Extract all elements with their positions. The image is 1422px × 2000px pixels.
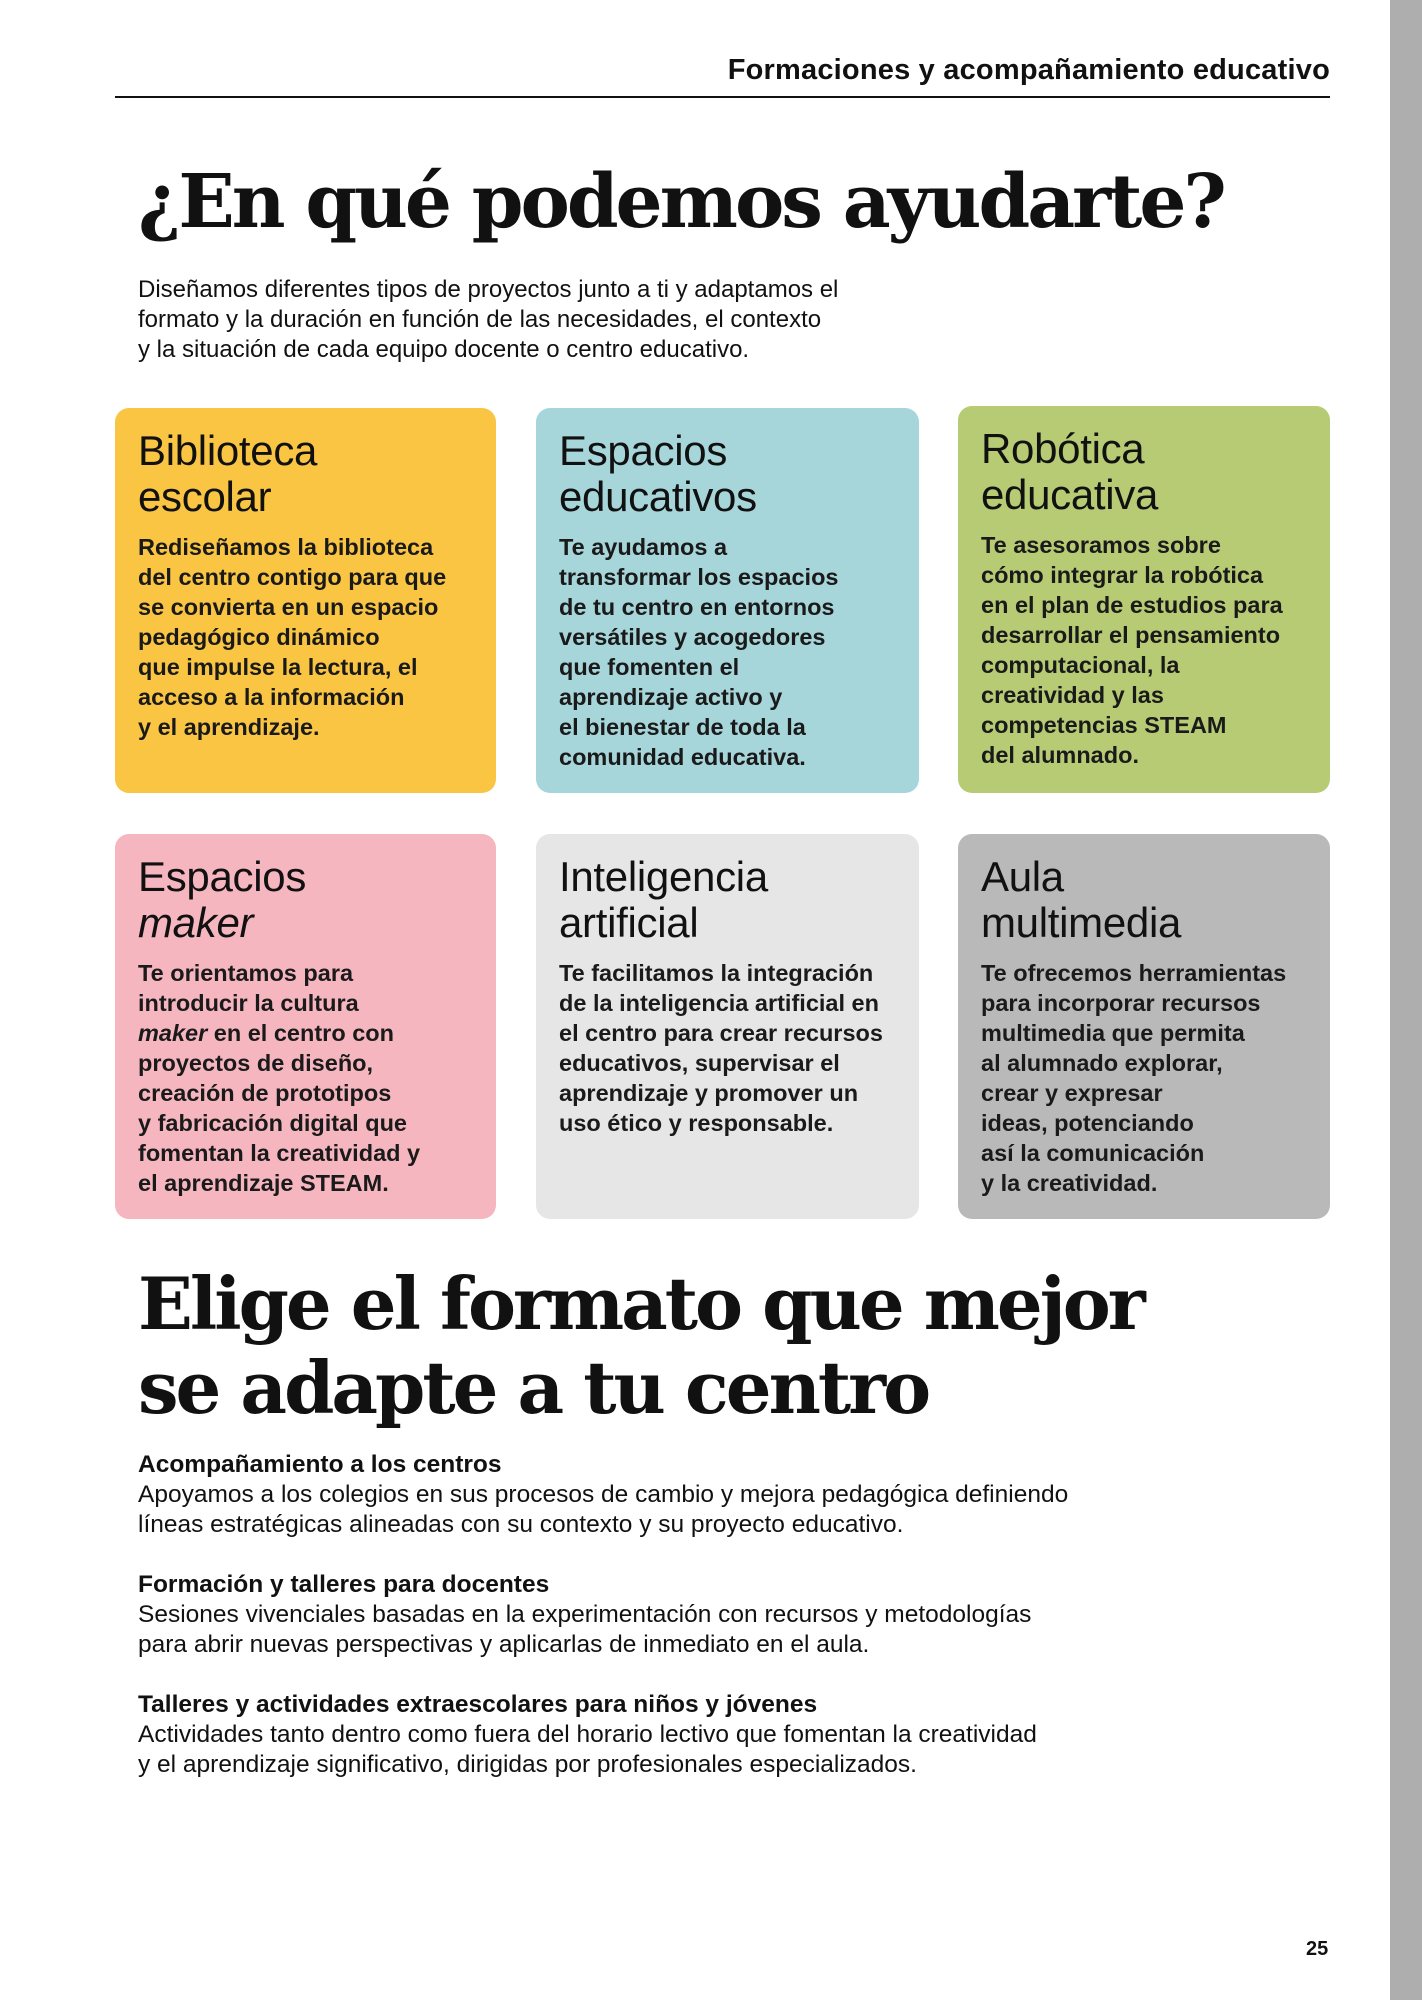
card-espacios-maker xyxy=(115,834,496,1219)
card-title-line: escolar xyxy=(138,473,272,520)
format-acompanamiento xyxy=(138,1450,1138,1540)
section-heading-line: Elige el formato que mejor xyxy=(138,1261,1143,1346)
intro-line: formato y la duración en función de las necesidades, el contexto xyxy=(138,306,822,333)
format-description-line: Actividades tanto dentro como fuera del horario lectivo que fomentan la creatividad xyxy=(138,1721,1037,1748)
card-body-line: crear y expresar xyxy=(981,1080,1163,1106)
card-title-line: educativos xyxy=(559,473,757,520)
card-body-line: Te orientamos para xyxy=(138,960,354,986)
card-body-line: ideas, potenciando xyxy=(981,1110,1194,1136)
card-body-line: que impulse la lectura, el xyxy=(138,654,418,680)
card-body-line: Rediseñamos la biblioteca xyxy=(138,534,434,560)
card-body xyxy=(981,958,1308,1198)
card-aula-multimedia xyxy=(958,834,1330,1219)
card-body-line: Te ofrecemos herramientas xyxy=(981,960,1287,986)
card-body-line: se convierta en un espacio xyxy=(138,594,439,620)
card-title-line: Aula xyxy=(981,853,1064,900)
card-body-line: aprendizaje activo y xyxy=(559,684,783,710)
format-title: Talleres y actividades extraescolares para niños y jóvenes xyxy=(138,1691,818,1718)
intro-line: y la situación de cada equipo docente o centro educativo. xyxy=(138,336,750,363)
format-description-line: Sesiones vivenciales basadas en la experimentación con recursos y metodologías xyxy=(138,1601,1032,1628)
card-body-line: así la comunicación xyxy=(981,1140,1205,1166)
intro-line: Diseñamos diferentes tipos de proyectos junto a ti y adaptamos el xyxy=(138,276,839,303)
format-description-line: Apoyamos a los colegios en sus procesos de cambio y mejora pedagógica definiendo xyxy=(138,1481,1069,1508)
card-title-line: Espacios xyxy=(138,853,307,900)
card-body-line: el bienestar de toda la xyxy=(559,714,806,740)
card-inteligencia-artificial xyxy=(536,834,919,1219)
card-title-line: Biblioteca xyxy=(138,427,318,474)
format-description-line: y el aprendizaje significativo, dirigidas por profesionales especializados. xyxy=(138,1751,917,1778)
card-body-line: que fomenten el xyxy=(559,654,740,680)
card-body-line: al alumnado explorar, xyxy=(981,1050,1223,1076)
format-title: Formación y talleres para docentes xyxy=(138,1571,550,1598)
card-title xyxy=(981,854,1308,946)
card-body-line: y la creatividad. xyxy=(981,1170,1158,1196)
format-description-line: líneas estratégicas alineadas con su contexto y su proyecto educativo. xyxy=(138,1511,904,1538)
card-body-italic: maker xyxy=(138,1020,208,1046)
card-title-line: multimedia xyxy=(981,899,1182,946)
card-title xyxy=(138,854,474,946)
card-title xyxy=(138,428,474,520)
card-title-line: artificial xyxy=(559,899,699,946)
card-body-line: computacional, la xyxy=(981,652,1180,678)
card-body-line: de tu centro en entornos xyxy=(559,594,835,620)
card-body xyxy=(138,532,474,742)
card-body-line: versátiles y acogedores xyxy=(559,624,826,650)
card-body-text: en el centro con xyxy=(207,1020,394,1046)
card-body-line: aprendizaje y promover un xyxy=(559,1080,859,1106)
card-body-line: del centro contigo para que xyxy=(138,564,447,590)
card-body-line: desarrollar el pensamiento xyxy=(981,622,1281,648)
card-body-line: proyectos de diseño, xyxy=(138,1050,374,1076)
card-body-line: de la inteligencia artificial en xyxy=(559,990,879,1016)
card-body-line: del alumnado. xyxy=(981,742,1139,768)
card-title xyxy=(981,426,1308,518)
intro-paragraph xyxy=(138,275,938,365)
card-body-line: en el plan de estudios para xyxy=(981,592,1283,618)
card-body-line: y el aprendizaje. xyxy=(138,714,320,740)
card-body-line xyxy=(138,1018,474,1048)
section-heading xyxy=(138,1262,1143,1430)
card-body-line: Te facilitamos la integración xyxy=(559,960,874,986)
card-body-line: para incorporar recursos xyxy=(981,990,1261,1016)
format-description xyxy=(138,1600,1138,1660)
card-title-line: Robótica xyxy=(981,425,1145,472)
card-body-line: el centro para crear recursos xyxy=(559,1020,883,1046)
card-title-line: educativa xyxy=(981,471,1159,518)
card-body-line: multimedia que permita xyxy=(981,1020,1245,1046)
card-title-line: maker xyxy=(138,899,254,946)
format-title: Acompañamiento a los centros xyxy=(138,1451,502,1478)
format-description-line: para abrir nuevas perspectivas y aplicarlas de inmediato en el aula. xyxy=(138,1631,870,1658)
format-talleres-extraescolares xyxy=(138,1690,1138,1780)
format-description xyxy=(138,1720,1138,1780)
card-body-line: pedagógico dinámico xyxy=(138,624,380,650)
section-heading-line: se adapte a tu centro xyxy=(138,1345,929,1430)
card-body xyxy=(559,532,897,772)
card-body-line: y fabricación digital que xyxy=(138,1110,407,1136)
side-strip xyxy=(1390,0,1422,2000)
card-title-line: Inteligencia xyxy=(559,853,768,900)
page-header xyxy=(115,52,1330,98)
card-body xyxy=(981,530,1308,770)
card-body xyxy=(559,958,897,1138)
card-body-line: fomentan la creatividad y xyxy=(138,1140,421,1166)
card-title xyxy=(559,854,897,946)
page-number: 25 xyxy=(1306,1938,1329,1960)
card-body-line: creatividad y las xyxy=(981,682,1164,708)
card-robotica-educativa xyxy=(958,406,1330,793)
card-title xyxy=(559,428,897,520)
format-formacion-docentes xyxy=(138,1570,1138,1660)
card-body xyxy=(138,958,474,1198)
main-heading: ¿En qué podemos ayudarte? xyxy=(138,159,1224,245)
card-body-line: uso ético y responsable. xyxy=(559,1110,834,1136)
card-body-line: Te ayudamos a xyxy=(559,534,728,560)
format-description xyxy=(138,1480,1138,1540)
card-title-line: Espacios xyxy=(559,427,728,474)
card-body-line: transformar los espacios xyxy=(559,564,839,590)
card-body-line: educativos, supervisar el xyxy=(559,1050,840,1076)
header-title: Formaciones y acompañamiento educativo xyxy=(727,54,1330,86)
card-espacios-educativos xyxy=(536,408,919,793)
card-body-line: acceso a la información xyxy=(138,684,405,710)
card-body-line: creación de prototipos xyxy=(138,1080,392,1106)
card-body-line: introducir la cultura xyxy=(138,990,359,1016)
card-body-line: comunidad educativa. xyxy=(559,744,806,770)
card-body-line: competencias STEAM xyxy=(981,712,1227,738)
card-biblioteca-escolar xyxy=(115,408,496,793)
card-body-line: el aprendizaje STEAM. xyxy=(138,1170,389,1196)
card-body-line: cómo integrar la robótica xyxy=(981,562,1264,588)
card-body-line: Te asesoramos sobre xyxy=(981,532,1221,558)
